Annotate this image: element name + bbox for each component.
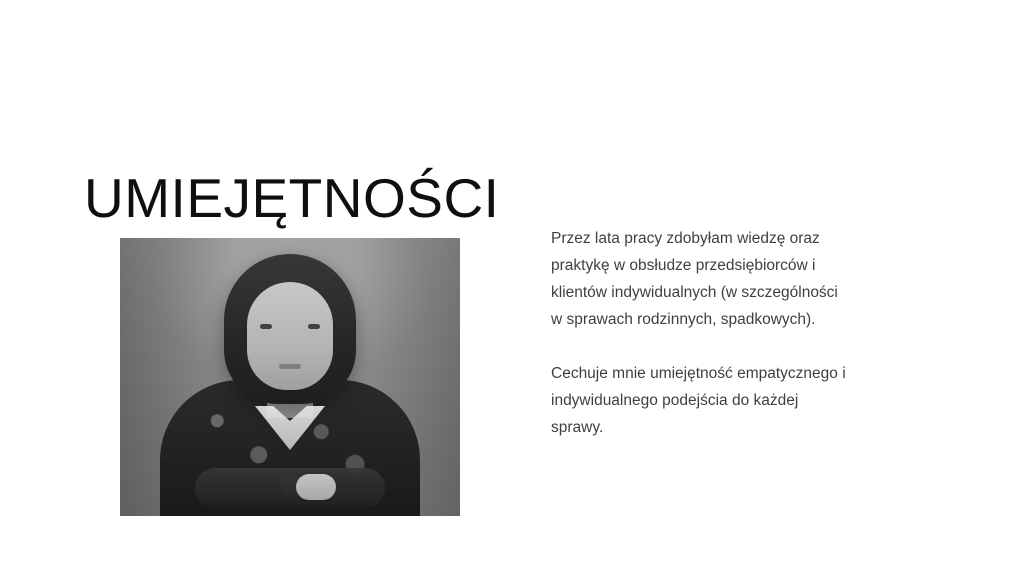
portrait-arms: [195, 468, 385, 508]
portrait-hand: [296, 474, 336, 500]
portrait-image: [120, 238, 460, 516]
paragraph-1: Przez lata pracy zdobyłam wiedzę oraz praktykę w obsłudze przedsiębiorców i klientów indywidualnych (w szczególności w sprawach rodzinnych, spadkowych).: [551, 230, 838, 328]
portrait-eye-right: [308, 324, 320, 329]
portrait-mouth: [279, 364, 301, 369]
page-title: UMIEJĘTNOŚCI: [84, 166, 500, 229]
portrait-photo: [120, 238, 460, 516]
portrait-eye-left: [260, 324, 272, 329]
paragraph-2: Cechuje mnie umiejętność empatycznego i indywidualnego podejścia do każdej sprawy.: [551, 365, 846, 436]
portrait-face: [247, 282, 333, 390]
body-text-block: [551, 225, 851, 441]
